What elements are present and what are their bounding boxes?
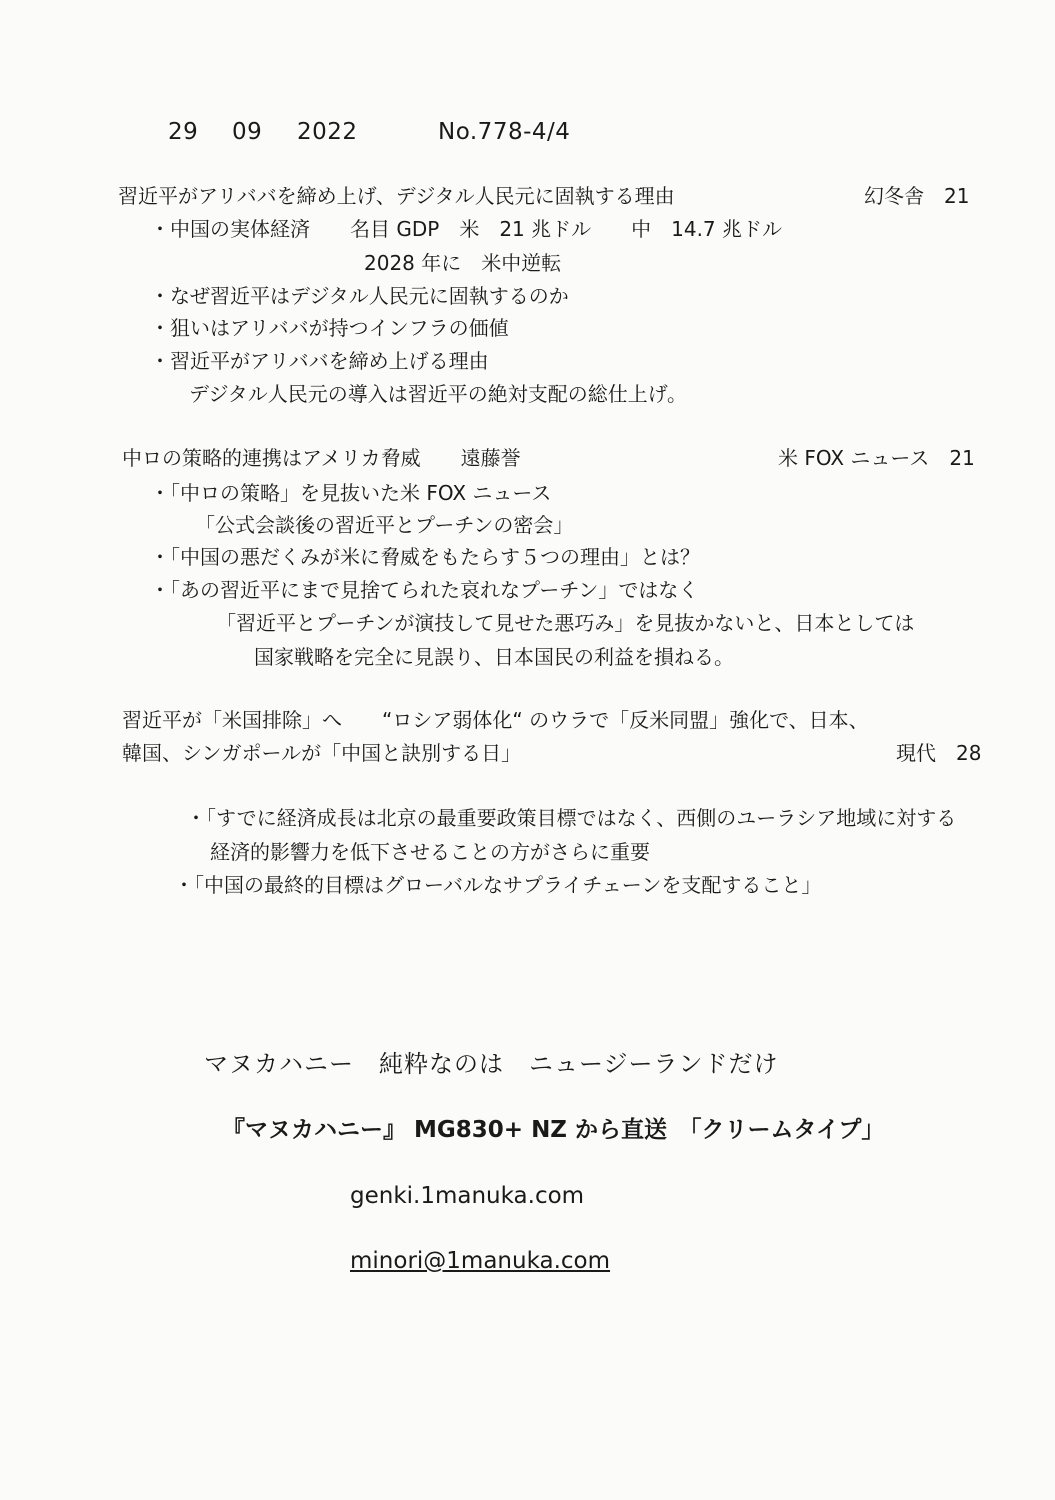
section-line: ・「中国の最終的目標はグローバルなサプライチェーンを支配すること」 [174,873,822,897]
section-source: 米 FOX ニュース 21 [778,446,975,470]
section-line: ・「中ロの策略」を見抜いた米 FOX ニュース [150,481,552,505]
section-line: 「習近平とプーチンが演技して見せた悪巧み」を見抜かないと、日本としては [216,611,915,635]
ad-email-link[interactable]: minori@1manuka.com [350,1248,611,1274]
section-line: 国家戦略を完全に見誤り、日本国民の利益を損ねる。 [254,645,734,669]
section-title: 習近平がアリババを締め上げ、デジタル人民元に固執する理由 [118,184,675,208]
section-line: ・「中国の悪だくみが米に脅威をもたらす５つの理由」とは？ [150,545,700,569]
section-line: 2028 年に 米中逆転 [364,251,562,275]
section-title-continued: 韓国、シンガポールが「中国と訣別する日」 [122,741,522,765]
date-month: 09 [232,119,263,145]
section-line: デジタル人民元の導入は習近平の絶対支配の総仕上げ。 [189,382,687,406]
ad-tagline: マヌカハニー 純粋なのは ニュージーランドだけ [204,1050,779,1078]
section-line: ・「あの習近平にまで見捨てられた哀れなプーチン」ではなく [150,578,699,602]
section-source: 幻冬舎 21 [864,184,970,208]
section-title: 中ロの策略的連携はアメリカ脅威 遠藤誉 [122,446,521,470]
issue-number: No.778-4/4 [438,119,571,145]
section-line: ・なぜ習近平はデジタル人民元に固執するのか [150,284,569,308]
section-line: ・習近平がアリババを締め上げる理由 [150,349,489,373]
section-line: ・中国の実体経済 名目 GDP 米 21 兆ドル 中 14.7 兆ドル [150,217,783,241]
section-title: 習近平が「米国排除」へ “ロシア弱体化“ のウラで「反米同盟」強化で、日本、 [122,708,869,732]
date-day: 29 [168,119,199,145]
section-line: 経済的影響力を低下させることの方がさらに重要 [210,840,650,864]
section-line: ・「すでに経済成長は北京の最重要政策目標ではなく、西側のユーラシア地域に対する [186,806,957,830]
section-source: 現代 28 [896,741,982,765]
section-line: ・狙いはアリババが持つインフラの価値 [150,316,509,340]
date-year: 2022 [297,119,358,145]
section-line: 「公式会談後の習近平とプーチンの密会」 [195,513,574,537]
document-header [0,120,1055,148]
ad-website: genki.1manuka.com [350,1183,585,1209]
ad-product: 『マヌカハニー』 MG830+ NZ から直送 「クリームタイプ」 [222,1117,885,1143]
